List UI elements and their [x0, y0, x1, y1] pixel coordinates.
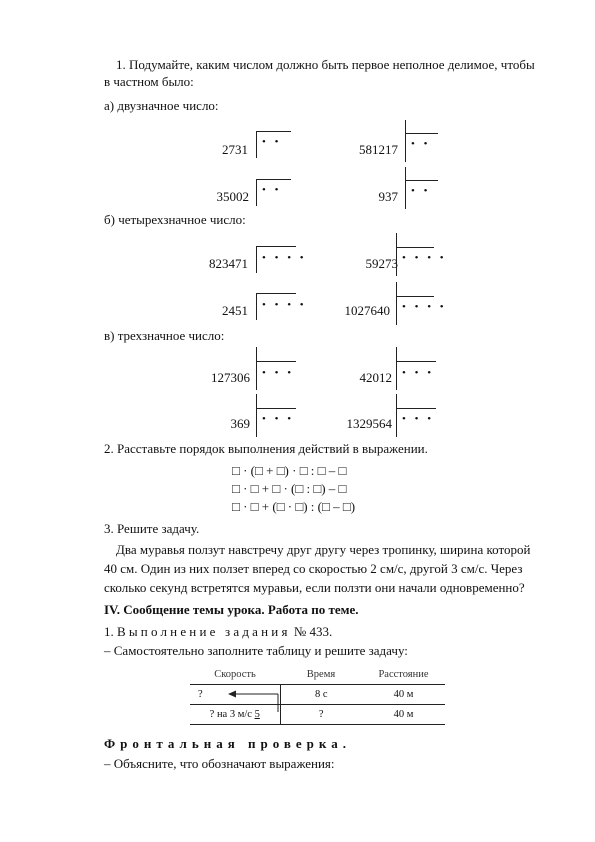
- task1-heading-line2: в частном было:: [104, 74, 194, 89]
- table-cell: ?: [280, 705, 362, 725]
- quotient-dots: • • •: [402, 367, 435, 379]
- table-cell-text: ? на 3 м/с: [209, 709, 252, 720]
- dividend-59273: 59273: [365, 256, 398, 271]
- quotient-dots: • • • •: [402, 252, 447, 264]
- dividend-823471: 823471: [209, 256, 248, 271]
- explain-instruction: – Объясните, что обозначают выражения:: [104, 756, 335, 771]
- task3-line2: 40 см. Один из них ползет вперед со скоростью 2 см/с, другой 3 см/с. Через: [104, 561, 523, 576]
- dividend-42012: 42012: [359, 370, 392, 385]
- task1-heading-line1: 1. Подумайте, каким числом должно быть первое неполное делимое, чтобы: [116, 57, 535, 72]
- table-cell: ?: [190, 685, 280, 705]
- table-cell: 40 м: [362, 705, 445, 725]
- dividend-2451: 2451: [222, 303, 248, 318]
- task1-b-label: б) четырехзначное число:: [104, 212, 246, 227]
- expression-1: □ · (□ + □) · □ : □ – □: [232, 463, 347, 478]
- table-cell: 40 м: [362, 685, 445, 705]
- quotient-dots: • •: [262, 184, 282, 196]
- table-instruction: – Самостоятельно заполните таблицу и решите задачу:: [104, 643, 408, 658]
- table-cell: 8 с: [280, 685, 362, 705]
- quotient-dots: • •: [411, 185, 431, 197]
- frontal-check: [104, 735, 351, 752]
- task1-a-label: а) двузначное число:: [104, 98, 219, 113]
- quotient-dots: • • • •: [262, 252, 307, 264]
- dividend-1027640: 1027640: [344, 303, 390, 318]
- dividend-1329564: 1329564: [346, 416, 392, 431]
- expression-2: □ · □ + □ · (□ : □) – □: [232, 481, 347, 496]
- task1-c-label: в) трехзначное число:: [104, 328, 225, 343]
- quotient-dots: • •: [262, 136, 282, 148]
- quotient-dots: • • •: [402, 413, 435, 425]
- expression-3: □ · □ + (□ · □) : (□ – □): [232, 499, 356, 514]
- table-cell-marker: 5: [254, 709, 260, 720]
- dividend-127306: 127306: [211, 370, 250, 385]
- dividend-581217: 581217: [359, 142, 398, 157]
- dividend-2731: 2731: [222, 142, 248, 157]
- task3-heading: 3. Решите задачу.: [104, 521, 200, 536]
- quotient-dots: • • • •: [402, 301, 447, 313]
- quotient-dots: • • • •: [262, 299, 307, 311]
- table-header-time: Время: [306, 669, 336, 680]
- table-header-distance: Расстояние: [378, 669, 429, 680]
- exercise-spaced-label: Выполнение задания: [117, 624, 291, 639]
- table-header-speed: Скорость: [214, 669, 256, 680]
- section4-heading: IV. Сообщение темы урока. Работа по теме.: [104, 602, 359, 617]
- task3-line1: Два муравья ползут навстречу друг другу через тропинку, ширина которой: [116, 542, 531, 557]
- task2-heading: 2. Расставьте порядок выполнения действий в выражении.: [104, 441, 428, 456]
- exercise-number: № 433.: [293, 624, 333, 639]
- quotient-dots: • • •: [262, 367, 295, 379]
- quotient-dots: • • •: [262, 413, 295, 425]
- dividend-937: 937: [378, 189, 398, 204]
- frontal-check-label: Фронтальная проверка.: [104, 736, 351, 751]
- task3-line3: сколько секунд встретятся муравьи, если ползти они начали одновременно?: [104, 580, 525, 595]
- dividend-35002: 35002: [216, 189, 249, 204]
- exercise-prefix: 1.: [104, 624, 114, 639]
- quotient-dots: • •: [411, 138, 431, 150]
- arrow-head-icon: [228, 691, 236, 698]
- dividend-369: 369: [230, 416, 250, 431]
